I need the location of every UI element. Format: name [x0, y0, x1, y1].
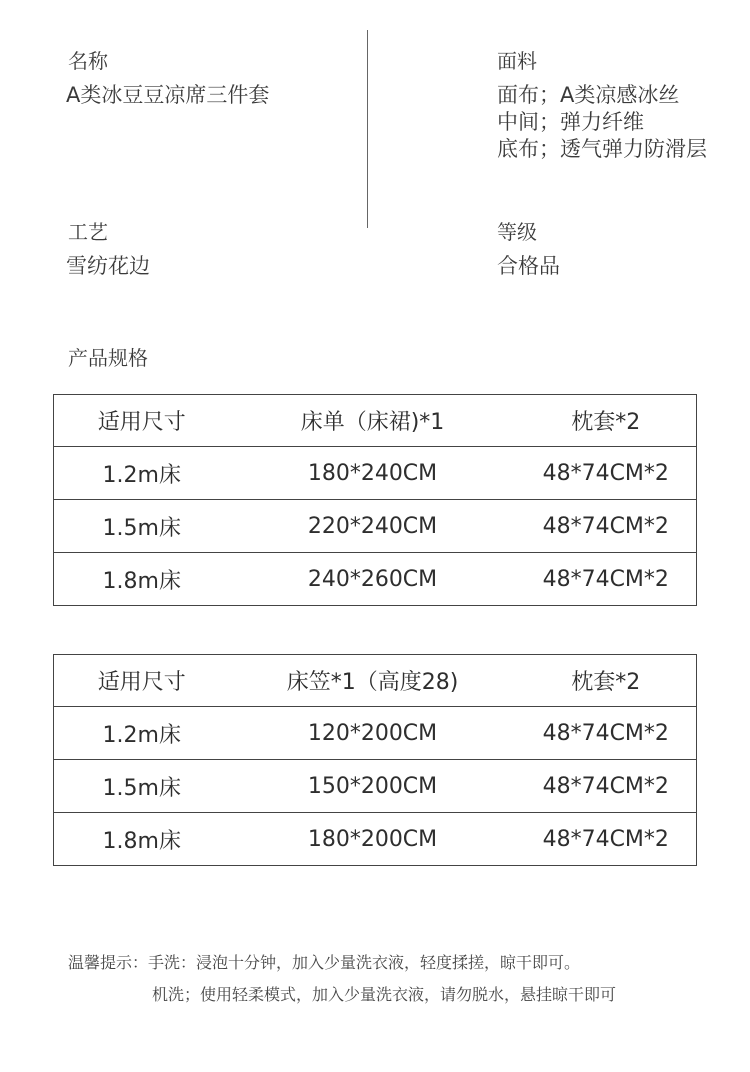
header-pillowcase: 枕套*2: [571, 670, 641, 695]
table-row: [54, 500, 697, 553]
cell-size: 1.5m床: [54, 500, 230, 553]
cell-fitted-sheet: 180*200CM: [230, 813, 516, 866]
header-size: 适用尺寸: [97, 410, 186, 435]
material-line: 中间；弹力纤维: [497, 110, 644, 134]
cell-pillowcase: 48*74CM*2: [516, 707, 697, 760]
care-tip-machinewash: 机洗；使用轻柔模式，加入少量洗衣液，请勿脱水，悬挂晾干即可: [152, 985, 617, 1004]
table-header-row: [54, 395, 697, 447]
cell-fitted-sheet: 120*200CM: [230, 707, 516, 760]
cell-sheet: 220*240CM: [230, 500, 516, 553]
material-label: 面料: [497, 49, 537, 73]
cell-pillowcase: 48*74CM*2: [516, 760, 697, 813]
cell-pillowcase: 48*74CM*2: [516, 447, 697, 500]
craft-label: 工艺: [68, 220, 108, 244]
header-fitted-sheet: 床笠*1（高度28): [286, 670, 459, 695]
material-line: 面布；A类凉感冰丝: [497, 83, 680, 107]
spec-title: 产品规格: [68, 346, 148, 370]
material-list: [497, 82, 707, 163]
table-row: [54, 707, 697, 760]
header-sheet: 床单（床裙)*1: [300, 410, 445, 435]
info-divider: [367, 30, 368, 228]
cell-sheet: 180*240CM: [230, 447, 516, 500]
header-pillowcase: 枕套*2: [571, 410, 641, 435]
grade-value: 合格品: [497, 254, 560, 278]
cell-size: 1.8m床: [54, 813, 230, 866]
spec-table-sheet: [53, 394, 697, 606]
cell-size: 1.2m床: [54, 707, 230, 760]
cell-pillowcase: 48*74CM*2: [516, 553, 697, 606]
cell-size: 1.5m床: [54, 760, 230, 813]
header-size: 适用尺寸: [97, 670, 186, 695]
name-value: A类冰豆豆凉席三件套: [66, 83, 270, 107]
material-line: 底布；透气弹力防滑层: [497, 137, 707, 161]
cell-pillowcase: 48*74CM*2: [516, 500, 697, 553]
table-row: [54, 447, 697, 500]
cell-size: 1.2m床: [54, 447, 230, 500]
table-row: [54, 813, 697, 866]
table-row: [54, 553, 697, 606]
cell-fitted-sheet: 150*200CM: [230, 760, 516, 813]
cell-pillowcase: 48*74CM*2: [516, 813, 697, 866]
craft-value: 雪纺花边: [66, 254, 150, 278]
name-label: 名称: [68, 49, 108, 73]
cell-sheet: 240*260CM: [230, 553, 516, 606]
table-header-row: [54, 655, 697, 707]
table-row: [54, 760, 697, 813]
spec-table-fitted: [53, 654, 697, 866]
cell-size: 1.8m床: [54, 553, 230, 606]
care-tip-handwash: 温馨提示：手洗：浸泡十分钟，加入少量洗衣液，轻度揉搓，晾干即可。: [68, 953, 581, 972]
grade-label: 等级: [497, 220, 537, 244]
